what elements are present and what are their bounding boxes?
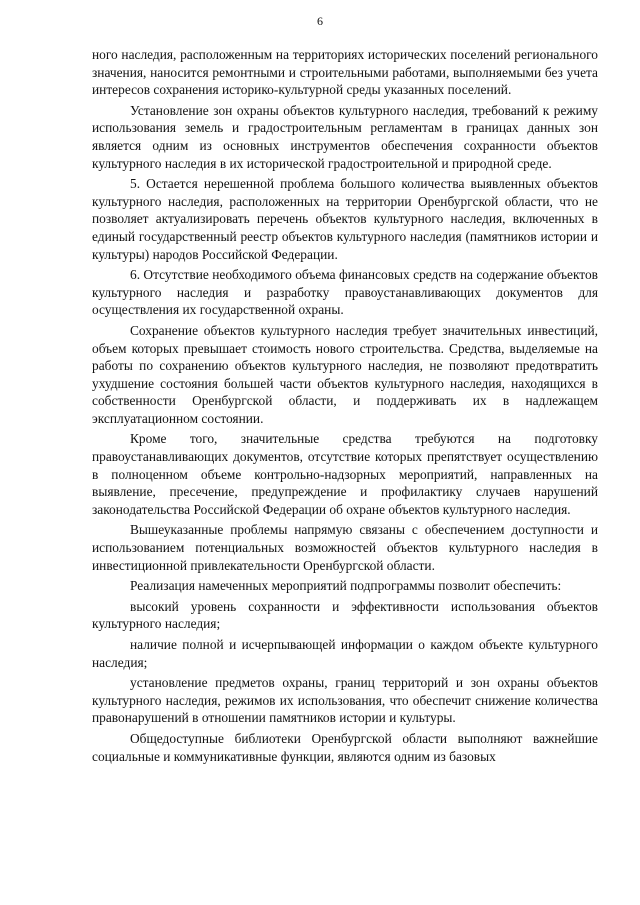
paragraph-accessibility: Вышеуказанные проблемы напрямую связаны с обеспечением доступности и использованием потенциальных возможностей объектов культурного наследия в инвестиционной привлекательности Оренбургской области. xyxy=(92,522,598,573)
paragraph-problem-5: 5. Остается нерешенной проблема большого количества выявленных объектов культурного наследия, расположенных на территории Оренбургской области, что не позволяет актуализировать перечень объектов культурного наследия, включенных в единый государственный реестр объектов культурного наследия (памятников истории и культуры) народов Российской Федерации. xyxy=(92,176,598,262)
paragraph-legal-documents: Кроме того, значительные средства требуются на подготовку правоустанавливающих документов, отсутствие которых препятствует осуществлению в полноценном объеме контрольно-надзорных мероприятий, направленных на выявление, пресечение, предупреждение и профилактику случаев нарушений законодательства Российской Федерации об охране объектов культурного наследия. xyxy=(92,431,598,517)
paragraph-protection-zones: Установление зон охраны объектов культурного наследия, требований к режиму использования земель и градостроительным регламентам в границах данных зон является одним из основных инструментов обеспечения сохранности объектов культурного наследия в их исторической градостроительной и природной среде. xyxy=(92,102,598,171)
paragraph-result-protection: установление предметов охраны, границ территорий и зон охраны объектов культурного наследия, режимов их использования, что обеспечит снижение количества правонарушений в отношении памятников истории и культуры. xyxy=(92,675,598,726)
paragraph-result-information: наличие полной и исчерпывающей информации о каждом объекте культурного наследия; xyxy=(92,637,598,670)
paragraph-implementation: Реализация намеченных мероприятий подпрограммы позволит обеспечить: xyxy=(130,578,562,594)
paragraph-investments: Сохранение объектов культурного наследия требует значительных инвестиций, объем которых превышает стоимость нового строительства. Средства, выделяемые на работы по сохранению объектов культурного наследия, не позволяют предотвратить ухудшение состояния большей части объектов культурного наследия, находящихся в собственности Оренбургской области, и поддерживать их в надлежащем эксплуатационном состоянии. xyxy=(92,322,598,426)
document-body xyxy=(92,46,598,768)
paragraph-libraries: Общедоступные библиотеки Оренбургской области выполняют важнейшие социальные и коммуникативные функции, являются одним из базовых xyxy=(92,730,598,764)
paragraph-result-preservation: высокий уровень сохранности и эффективности использования объектов культурного наследия; xyxy=(92,598,598,632)
paragraph-problem-6: 6. Отсутствие необходимого объема финансовых средств на содержание объектов культурного наследия и разработку правоустанавливающих документов для осуществления их государственной охраны. xyxy=(92,267,598,318)
paragraph-continuation: ного наследия, расположенным на территориях исторических поселений регионального значения, наносится ремонтными и строительными работами, выполняемыми без учета интересов сохранения историко-культурной среды указанных поселений. xyxy=(92,47,598,98)
page-number: 6 xyxy=(317,14,323,28)
